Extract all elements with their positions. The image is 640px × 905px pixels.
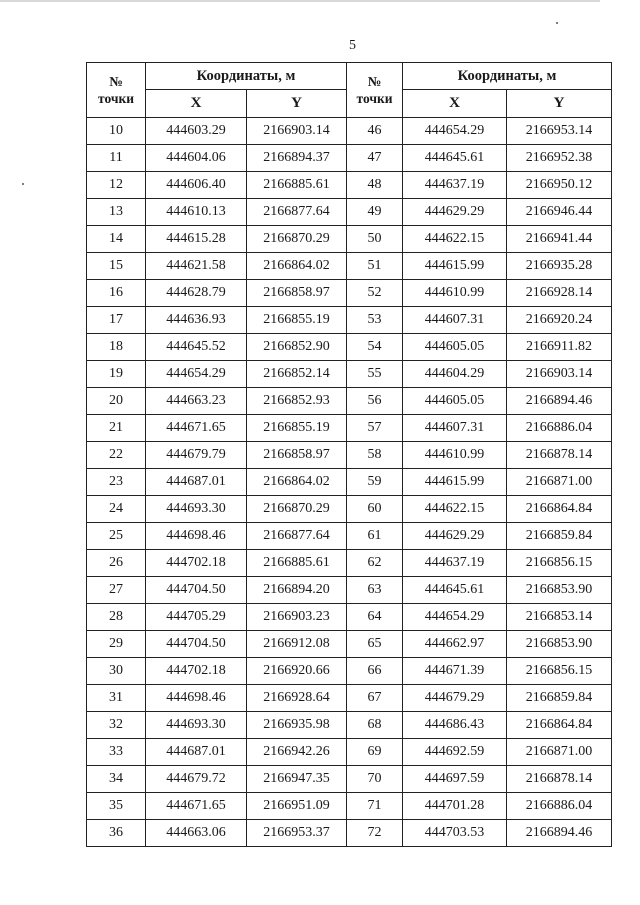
point-number-cell: 52 bbox=[347, 280, 403, 307]
table-row bbox=[87, 199, 612, 226]
y-coordinate-cell: 2166871.00 bbox=[507, 739, 612, 766]
table-row bbox=[87, 577, 612, 604]
y-coordinate-cell: 2166856.15 bbox=[507, 550, 612, 577]
point-number-cell: 20 bbox=[87, 388, 146, 415]
page-number: 5 bbox=[349, 38, 356, 53]
y-coordinate-cell: 2166853.14 bbox=[507, 604, 612, 631]
table-row bbox=[87, 469, 612, 496]
y-coordinate-cell: 2166878.14 bbox=[507, 442, 612, 469]
x-coordinate-cell: 444645.61 bbox=[403, 145, 507, 172]
point-number-cell: 59 bbox=[347, 469, 403, 496]
x-coordinate-cell: 444615.99 bbox=[403, 253, 507, 280]
x-header-left: X bbox=[146, 90, 247, 118]
y-coordinate-cell: 2166886.04 bbox=[507, 415, 612, 442]
point-number-cell: 19 bbox=[87, 361, 146, 388]
x-coordinate-cell: 444671.65 bbox=[146, 415, 247, 442]
table-row bbox=[87, 226, 612, 253]
table-row bbox=[87, 739, 612, 766]
y-coordinate-cell: 2166870.29 bbox=[247, 226, 347, 253]
coordinates-table bbox=[86, 62, 612, 847]
y-coordinate-cell: 2166928.64 bbox=[247, 685, 347, 712]
x-coordinate-cell: 444687.01 bbox=[146, 739, 247, 766]
x-coordinate-cell: 444705.29 bbox=[146, 604, 247, 631]
y-coordinate-cell: 2166864.84 bbox=[507, 712, 612, 739]
y-coordinate-cell: 2166852.14 bbox=[247, 361, 347, 388]
y-coordinate-cell: 2166858.97 bbox=[247, 280, 347, 307]
x-coordinate-cell: 444663.06 bbox=[146, 820, 247, 847]
y-coordinate-cell: 2166877.64 bbox=[247, 523, 347, 550]
x-coordinate-cell: 444704.50 bbox=[146, 631, 247, 658]
x-coordinate-cell: 444698.46 bbox=[146, 685, 247, 712]
x-coordinate-cell: 444605.05 bbox=[403, 334, 507, 361]
point-number-cell: 30 bbox=[87, 658, 146, 685]
y-coordinate-cell: 2166853.90 bbox=[507, 631, 612, 658]
point-number-cell: 55 bbox=[347, 361, 403, 388]
x-coordinate-cell: 444687.01 bbox=[146, 469, 247, 496]
y-coordinate-cell: 2166864.02 bbox=[247, 469, 347, 496]
y-coordinate-cell: 2166912.08 bbox=[247, 631, 347, 658]
y-coordinate-cell: 2166858.97 bbox=[247, 442, 347, 469]
number-sign: № bbox=[109, 74, 123, 89]
y-coordinate-cell: 2166855.19 bbox=[247, 307, 347, 334]
point-number-header-left bbox=[87, 63, 146, 118]
point-number-cell: 56 bbox=[347, 388, 403, 415]
point-number-cell: 33 bbox=[87, 739, 146, 766]
table-body bbox=[87, 118, 612, 847]
y-coordinate-cell: 2166894.46 bbox=[507, 388, 612, 415]
y-coordinate-cell: 2166870.29 bbox=[247, 496, 347, 523]
table-row bbox=[87, 307, 612, 334]
x-coordinate-cell: 444697.59 bbox=[403, 766, 507, 793]
x-coordinate-cell: 444671.65 bbox=[146, 793, 247, 820]
x-coordinate-cell: 444645.61 bbox=[403, 577, 507, 604]
y-coordinate-cell: 2166911.82 bbox=[507, 334, 612, 361]
y-coordinate-cell: 2166864.02 bbox=[247, 253, 347, 280]
x-coordinate-cell: 444702.18 bbox=[146, 550, 247, 577]
point-number-cell: 66 bbox=[347, 658, 403, 685]
point-number-cell: 23 bbox=[87, 469, 146, 496]
y-coordinate-cell: 2166864.84 bbox=[507, 496, 612, 523]
point-number-cell: 26 bbox=[87, 550, 146, 577]
point-number-cell: 47 bbox=[347, 145, 403, 172]
y-header-right: Y bbox=[507, 90, 612, 118]
point-number-cell: 11 bbox=[87, 145, 146, 172]
point-number-cell: 17 bbox=[87, 307, 146, 334]
point-word: точки bbox=[356, 91, 393, 106]
x-coordinate-cell: 444679.79 bbox=[146, 442, 247, 469]
x-coordinate-cell: 444622.15 bbox=[403, 226, 507, 253]
point-number-cell: 64 bbox=[347, 604, 403, 631]
table-row bbox=[87, 766, 612, 793]
y-coordinate-cell: 2166859.84 bbox=[507, 523, 612, 550]
point-number-cell: 32 bbox=[87, 712, 146, 739]
table-row bbox=[87, 280, 612, 307]
point-number-cell: 58 bbox=[347, 442, 403, 469]
table-row bbox=[87, 334, 612, 361]
point-number-cell: 68 bbox=[347, 712, 403, 739]
point-number-cell: 10 bbox=[87, 118, 146, 145]
x-coordinate-cell: 444610.13 bbox=[146, 199, 247, 226]
point-number-cell: 28 bbox=[87, 604, 146, 631]
x-coordinate-cell: 444607.31 bbox=[403, 415, 507, 442]
x-coordinate-cell: 444693.30 bbox=[146, 712, 247, 739]
x-coordinate-cell: 444622.15 bbox=[403, 496, 507, 523]
x-header-right: X bbox=[403, 90, 507, 118]
x-coordinate-cell: 444604.06 bbox=[146, 145, 247, 172]
x-coordinate-cell: 444686.43 bbox=[403, 712, 507, 739]
point-number-cell: 13 bbox=[87, 199, 146, 226]
table-row bbox=[87, 118, 612, 145]
x-coordinate-cell: 444604.29 bbox=[403, 361, 507, 388]
point-number-cell: 29 bbox=[87, 631, 146, 658]
point-number-cell: 24 bbox=[87, 496, 146, 523]
point-number-cell: 50 bbox=[347, 226, 403, 253]
x-coordinate-cell: 444692.59 bbox=[403, 739, 507, 766]
page-top-edge bbox=[0, 0, 600, 2]
x-coordinate-cell: 444702.18 bbox=[146, 658, 247, 685]
point-number-cell: 53 bbox=[347, 307, 403, 334]
x-coordinate-cell: 444679.29 bbox=[403, 685, 507, 712]
x-coordinate-cell: 444606.40 bbox=[146, 172, 247, 199]
x-coordinate-cell: 444621.58 bbox=[146, 253, 247, 280]
x-coordinate-cell: 444610.99 bbox=[403, 280, 507, 307]
point-number-cell: 22 bbox=[87, 442, 146, 469]
y-coordinate-cell: 2166920.24 bbox=[507, 307, 612, 334]
y-coordinate-cell: 2166852.93 bbox=[247, 388, 347, 415]
y-coordinate-cell: 2166946.44 bbox=[507, 199, 612, 226]
y-coordinate-cell: 2166947.35 bbox=[247, 766, 347, 793]
scan-speck bbox=[556, 22, 558, 24]
y-coordinate-cell: 2166951.09 bbox=[247, 793, 347, 820]
point-number-cell: 48 bbox=[347, 172, 403, 199]
table-row bbox=[87, 145, 612, 172]
table-row bbox=[87, 712, 612, 739]
point-number-cell: 31 bbox=[87, 685, 146, 712]
point-number-cell: 14 bbox=[87, 226, 146, 253]
x-coordinate-cell: 444615.28 bbox=[146, 226, 247, 253]
x-coordinate-cell: 444615.99 bbox=[403, 469, 507, 496]
x-coordinate-cell: 444645.52 bbox=[146, 334, 247, 361]
y-coordinate-cell: 2166871.00 bbox=[507, 469, 612, 496]
y-coordinate-cell: 2166942.26 bbox=[247, 739, 347, 766]
table-row bbox=[87, 793, 612, 820]
point-number-cell: 72 bbox=[347, 820, 403, 847]
x-coordinate-cell: 444654.29 bbox=[403, 604, 507, 631]
point-number-cell: 69 bbox=[347, 739, 403, 766]
x-coordinate-cell: 444629.29 bbox=[403, 199, 507, 226]
x-coordinate-cell: 444637.19 bbox=[403, 550, 507, 577]
table-row bbox=[87, 685, 612, 712]
point-number-cell: 61 bbox=[347, 523, 403, 550]
point-word: точки bbox=[97, 91, 135, 106]
point-number-cell: 57 bbox=[347, 415, 403, 442]
point-number-cell: 65 bbox=[347, 631, 403, 658]
point-number-cell: 46 bbox=[347, 118, 403, 145]
y-coordinate-cell: 2166920.66 bbox=[247, 658, 347, 685]
y-coordinate-cell: 2166903.23 bbox=[247, 604, 347, 631]
point-number-cell: 25 bbox=[87, 523, 146, 550]
y-coordinate-cell: 2166885.61 bbox=[247, 172, 347, 199]
y-coordinate-cell: 2166953.14 bbox=[507, 118, 612, 145]
y-coordinate-cell: 2166877.64 bbox=[247, 199, 347, 226]
y-coordinate-cell: 2166855.19 bbox=[247, 415, 347, 442]
y-coordinate-cell: 2166853.90 bbox=[507, 577, 612, 604]
point-number-cell: 70 bbox=[347, 766, 403, 793]
x-coordinate-cell: 444698.46 bbox=[146, 523, 247, 550]
table-row bbox=[87, 523, 612, 550]
table-row bbox=[87, 361, 612, 388]
point-number-cell: 62 bbox=[347, 550, 403, 577]
y-coordinate-cell: 2166859.84 bbox=[507, 685, 612, 712]
point-number-cell: 49 bbox=[347, 199, 403, 226]
table-row bbox=[87, 415, 612, 442]
x-coordinate-cell: 444603.29 bbox=[146, 118, 247, 145]
x-coordinate-cell: 444605.05 bbox=[403, 388, 507, 415]
x-coordinate-cell: 444663.23 bbox=[146, 388, 247, 415]
x-coordinate-cell: 444679.72 bbox=[146, 766, 247, 793]
point-number-cell: 16 bbox=[87, 280, 146, 307]
point-number-cell: 12 bbox=[87, 172, 146, 199]
x-coordinate-cell: 444636.93 bbox=[146, 307, 247, 334]
point-number-cell: 67 bbox=[347, 685, 403, 712]
x-coordinate-cell: 444629.29 bbox=[403, 523, 507, 550]
point-number-cell: 18 bbox=[87, 334, 146, 361]
table-row bbox=[87, 604, 612, 631]
table-row bbox=[87, 442, 612, 469]
y-coordinate-cell: 2166885.61 bbox=[247, 550, 347, 577]
x-coordinate-cell: 444637.19 bbox=[403, 172, 507, 199]
x-coordinate-cell: 444607.31 bbox=[403, 307, 507, 334]
x-coordinate-cell: 444693.30 bbox=[146, 496, 247, 523]
y-coordinate-cell: 2166935.98 bbox=[247, 712, 347, 739]
y-coordinate-cell: 2166894.37 bbox=[247, 145, 347, 172]
table-row bbox=[87, 631, 612, 658]
x-coordinate-cell: 444701.28 bbox=[403, 793, 507, 820]
y-coordinate-cell: 2166852.90 bbox=[247, 334, 347, 361]
x-coordinate-cell: 444704.50 bbox=[146, 577, 247, 604]
table-row bbox=[87, 550, 612, 577]
point-number-cell: 35 bbox=[87, 793, 146, 820]
point-number-cell: 71 bbox=[347, 793, 403, 820]
y-coordinate-cell: 2166878.14 bbox=[507, 766, 612, 793]
y-coordinate-cell: 2166903.14 bbox=[507, 361, 612, 388]
y-coordinate-cell: 2166928.14 bbox=[507, 280, 612, 307]
y-coordinate-cell: 2166894.20 bbox=[247, 577, 347, 604]
y-coordinate-cell: 2166903.14 bbox=[247, 118, 347, 145]
table-row bbox=[87, 658, 612, 685]
y-coordinate-cell: 2166856.15 bbox=[507, 658, 612, 685]
table-row bbox=[87, 820, 612, 847]
y-header-left: Y bbox=[247, 90, 347, 118]
table-row bbox=[87, 388, 612, 415]
x-coordinate-cell: 444671.39 bbox=[403, 658, 507, 685]
point-number-header-right bbox=[347, 63, 403, 118]
x-coordinate-cell: 444662.97 bbox=[403, 631, 507, 658]
point-number-cell: 27 bbox=[87, 577, 146, 604]
table-row bbox=[87, 253, 612, 280]
y-coordinate-cell: 2166953.37 bbox=[247, 820, 347, 847]
y-coordinate-cell: 2166935.28 bbox=[507, 253, 612, 280]
point-number-cell: 36 bbox=[87, 820, 146, 847]
y-coordinate-cell: 2166941.44 bbox=[507, 226, 612, 253]
table-row bbox=[87, 172, 612, 199]
y-coordinate-cell: 2166950.12 bbox=[507, 172, 612, 199]
y-coordinate-cell: 2166886.04 bbox=[507, 793, 612, 820]
scan-speck bbox=[22, 183, 24, 185]
table-row bbox=[87, 496, 612, 523]
x-coordinate-cell: 444654.29 bbox=[146, 361, 247, 388]
point-number-cell: 21 bbox=[87, 415, 146, 442]
point-number-cell: 60 bbox=[347, 496, 403, 523]
coordinates-header-left: Координаты, м bbox=[146, 63, 347, 90]
point-number-cell: 51 bbox=[347, 253, 403, 280]
point-number-cell: 15 bbox=[87, 253, 146, 280]
number-sign: № bbox=[367, 74, 382, 89]
point-number-cell: 34 bbox=[87, 766, 146, 793]
coordinates-header-right: Координаты, м bbox=[403, 63, 612, 90]
x-coordinate-cell: 444610.99 bbox=[403, 442, 507, 469]
x-coordinate-cell: 444628.79 bbox=[146, 280, 247, 307]
y-coordinate-cell: 2166894.46 bbox=[507, 820, 612, 847]
y-coordinate-cell: 2166952.38 bbox=[507, 145, 612, 172]
x-coordinate-cell: 444654.29 bbox=[403, 118, 507, 145]
point-number-cell: 54 bbox=[347, 334, 403, 361]
point-number-cell: 63 bbox=[347, 577, 403, 604]
x-coordinate-cell: 444703.53 bbox=[403, 820, 507, 847]
